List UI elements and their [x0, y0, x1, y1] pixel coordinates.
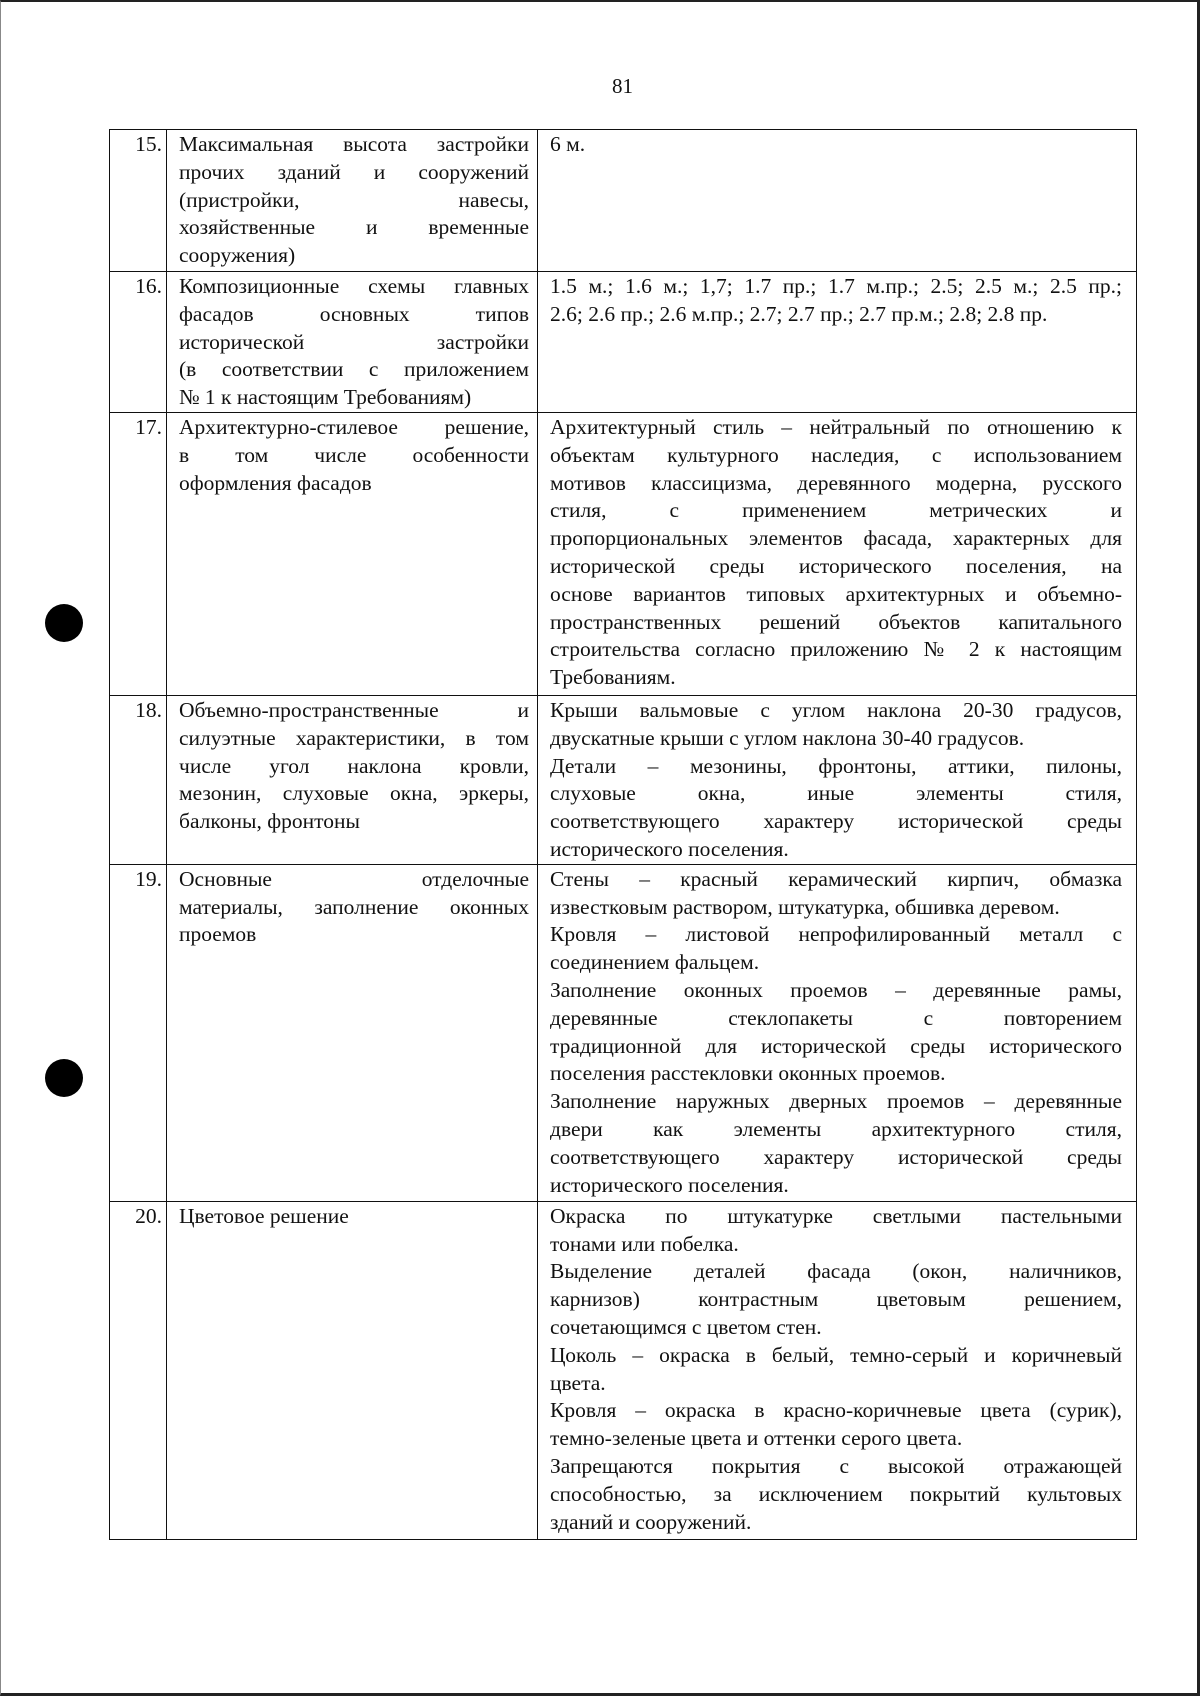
value-line: соответствующего характеру исторической среды — [550, 809, 1122, 834]
value-line: 6 м. — [550, 132, 586, 156]
value-line: Стены – красный керамический кирпич, обмазка — [550, 866, 1122, 891]
parameter-line: Цветовое решение — [179, 1203, 349, 1228]
parameter-line: сооружения) — [179, 243, 296, 268]
table-row — [110, 130, 1137, 272]
page-number: 81 — [612, 74, 633, 98]
parameter-line: числе угол наклона кровли, — [179, 753, 529, 778]
parameter-line: Архитектурно-стилевое решение, — [179, 414, 529, 439]
value-line: Кровля – листовой непрофилированный металл с — [550, 922, 1122, 947]
row-number: 20. — [110, 1201, 167, 1539]
parameter-line: прочих зданий и сооружений — [179, 159, 529, 184]
value-line: поселения расстекловки оконных проемов. — [550, 1061, 946, 1086]
value-line: соответствующего характеру исторической среды — [550, 1144, 1122, 1169]
value-line: Заполнение оконных проемов – деревянные рамы, — [550, 977, 1122, 1002]
value-line: известковым раствором, штукатурка, обшивка деревом. — [550, 894, 1060, 919]
value-line: слуховые окна, иные элементы стиля, — [550, 781, 1122, 806]
value-line: Крыши вальмовые с углом наклона 20-30 градусов, — [550, 697, 1122, 722]
table-row — [110, 864, 1137, 1201]
value-line: пропорциональных элементов фасада, характерных для — [550, 526, 1122, 551]
value-line: пространственных решений объектов капитального — [550, 609, 1122, 634]
parameter-cell — [167, 272, 538, 413]
value-line: мотивов классицизма, деревянного модерна, русского — [550, 470, 1122, 495]
row-number: 18. — [110, 695, 167, 864]
table-row — [110, 1201, 1137, 1539]
value-line: двускатные крыши с углом наклона 30-40 градусов. — [550, 725, 1025, 750]
table-row — [110, 272, 1137, 413]
parameter-line: силуэтные характеристики, в том — [179, 725, 529, 750]
row-number: 19. — [110, 864, 167, 1201]
value-line: карнизов) контрастным цветовым решением, — [550, 1287, 1122, 1312]
parameter-cell — [167, 130, 538, 272]
value-cell — [538, 1201, 1137, 1539]
value-line: Требованиям. — [550, 665, 676, 690]
parameter-line: материалы, заполнение оконных — [179, 894, 529, 919]
parameter-line: балконы, фронтоны — [179, 809, 360, 834]
value-line: 2.6; 2.6 пр.; 2.6 м.пр.; 2.7; 2.7 пр.; 2.7 пр.м.; 2.8; 2.8 пр. — [550, 301, 1048, 326]
value-line: Заполнение наружных дверных проемов – деревянные — [550, 1089, 1122, 1114]
parameter-line: Композиционные схемы главных — [179, 274, 529, 298]
parameter-line: проемов — [179, 922, 257, 947]
value-line: исторического поселения. — [550, 1172, 789, 1197]
row-number: 16. — [110, 272, 167, 413]
value-line: Запрещаются покрытия с высокой отражающей — [550, 1453, 1122, 1478]
value-line: Выделение деталей фасада (окон, наличников, — [550, 1259, 1122, 1284]
parameter-line: Объемно-пространственные и — [179, 697, 529, 722]
value-line: темно-зеленые цвета и оттенки серого цвета. — [550, 1426, 963, 1451]
value-line: Окраска по штукатурке светлыми пастельными — [550, 1203, 1122, 1228]
parameter-line: (пристройки, навесы, — [179, 187, 529, 212]
parameter-line: оформления фасадов — [179, 470, 372, 495]
punch-hole-top — [45, 604, 83, 642]
value-line: основе вариантов типовых архитектурных и объемно- — [550, 581, 1122, 606]
value-line: деревянные стеклопакеты с повторением — [550, 1005, 1122, 1030]
value-line: цвета. — [550, 1370, 606, 1395]
parameter-line: хозяйственные и временные — [179, 215, 529, 240]
value-line: исторической среды исторического поселения, на — [550, 553, 1122, 578]
requirements-table-body — [110, 130, 1137, 1540]
parameter-cell — [167, 412, 538, 695]
value-line: зданий и сооружений. — [550, 1509, 752, 1534]
value-line: строительства согласно приложению № 2 к настоящим — [550, 637, 1122, 662]
value-cell — [538, 412, 1137, 695]
value-line: соединением фальцем. — [550, 950, 760, 975]
parameter-cell — [167, 1201, 538, 1539]
parameter-line: исторической застройки — [179, 329, 529, 354]
parameter-line: в том числе особенности — [179, 442, 529, 467]
punch-hole-bottom — [45, 1059, 83, 1097]
value-cell — [538, 864, 1137, 1201]
value-line: Детали – мезонины, фронтоны, аттики, пилоны, — [550, 753, 1122, 778]
value-cell — [538, 130, 1137, 272]
value-line: Цоколь – окраска в белый, темно-серый и коричневый — [550, 1342, 1122, 1367]
row-number: 17. — [110, 412, 167, 695]
value-line: исторического поселения. — [550, 836, 789, 861]
value-line: Архитектурный стиль – нейтральный по отношению к — [550, 414, 1122, 439]
parameter-cell — [167, 695, 538, 864]
parameter-line: мезонин, слуховые окна, эркеры, — [179, 781, 529, 806]
value-line: тонами или побелка. — [550, 1231, 739, 1256]
parameter-line: (в соответствии с приложением — [179, 357, 529, 382]
requirements-table — [109, 129, 1137, 1540]
parameter-line: фасадов основных типов — [179, 301, 529, 326]
parameter-line: Основные отделочные — [179, 866, 529, 891]
parameter-line: Максимальная высота застройки — [179, 132, 529, 156]
table-row — [110, 412, 1137, 695]
value-line: способностью, за исключением покрытий культовых — [550, 1481, 1122, 1506]
value-line: двери как элементы архитектурного стиля, — [550, 1116, 1122, 1141]
value-cell — [538, 695, 1137, 864]
value-line: Кровля – окраска в красно-коричневые цвета (сурик), — [550, 1398, 1122, 1423]
value-cell — [538, 272, 1137, 413]
parameter-cell — [167, 864, 538, 1201]
value-line: стиля, с применением метрических и — [550, 498, 1122, 523]
parameter-line: № 1 к настоящим Требованиям) — [179, 385, 472, 410]
value-line: традиционной для исторической среды исторического — [550, 1033, 1122, 1058]
value-line: 1.5 м.; 1.6 м.; 1,7; 1.7 пр.; 1.7 м.пр.; 2.5; 2.5 м.; 2.5 пр.; — [550, 274, 1122, 298]
table-row — [110, 695, 1137, 864]
value-line: сочетающимся с цветом стен. — [550, 1314, 822, 1339]
value-line: объектам культурного наследия, с использованием — [550, 442, 1122, 467]
row-number: 15. — [110, 130, 167, 272]
